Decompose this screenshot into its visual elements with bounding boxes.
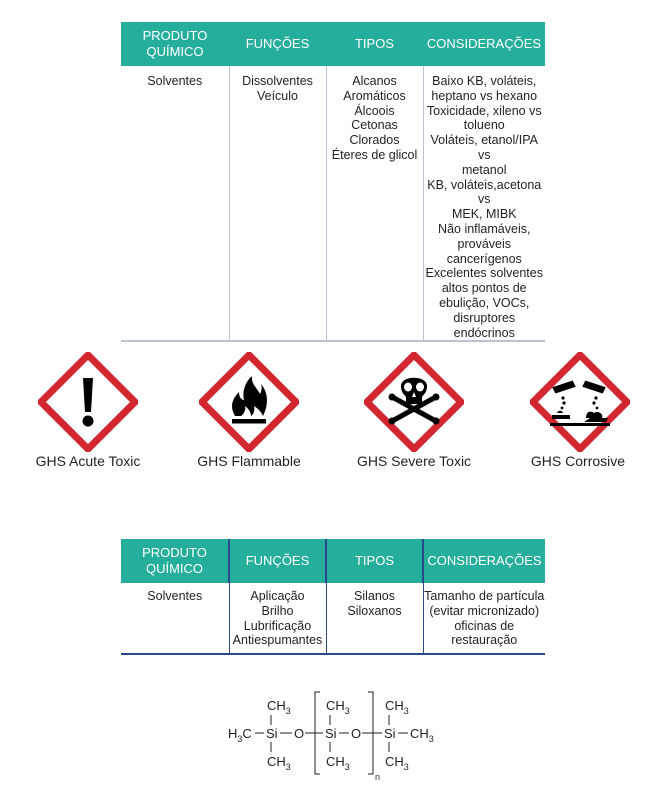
header-tipos: TIPOS (326, 539, 423, 583)
formula-si: Si (384, 726, 396, 741)
cell-line: metanol (462, 162, 507, 177)
cell-line: prováveis cancerígenos (446, 236, 522, 266)
formula-ch3: $CH_3$ (410, 726, 434, 744)
cell-line: tolueno (463, 118, 505, 133)
table-row (121, 583, 545, 654)
formula-n: n (375, 772, 381, 782)
header-produto-quimico: PRODUTO QUÍMICO (121, 22, 229, 66)
cell-line: (evitar micronizado) (429, 603, 540, 618)
cell-produto (121, 66, 229, 341)
header-tipos: TIPOS (326, 22, 423, 66)
header-consideracoes: CONSIDERAÇÕES (423, 539, 545, 583)
cell-consideracoes (423, 66, 545, 341)
caption-flammable: GHS Flammable (197, 453, 301, 469)
formula-ch3: $CH_3$ (385, 698, 409, 716)
cell-line: Dissolventes (242, 74, 313, 88)
silicones-table (121, 539, 545, 655)
formula-si: Si (325, 726, 337, 741)
cell-line: Éteres de glicol (331, 147, 418, 162)
cell-line: Solventes (147, 589, 203, 603)
cell-line: Silanos (354, 589, 395, 603)
corrosion-icon (530, 352, 630, 452)
cell-line: Solventes (147, 74, 203, 88)
formula-ch3: $CH_3$ (385, 754, 409, 772)
formula-ch3: $CH_3$ (267, 698, 291, 716)
cell-line: disruptores endócrinos (453, 310, 516, 340)
formula-o: O (351, 726, 362, 741)
caption-acute-toxic: GHS Acute Toxic (35, 453, 141, 469)
cell-produto (121, 583, 229, 654)
cell-line: MEK, MIBK (451, 207, 517, 222)
solvents-table (121, 22, 545, 342)
formula-h3c: $H_3C$ (228, 726, 252, 744)
cell-line: KB, voláteis,acetona vs (427, 177, 542, 207)
exclamation-mark-icon (38, 352, 138, 452)
cell-line: Antiespumantes (232, 633, 323, 648)
header-funcoes: FUNÇÕES (229, 22, 326, 66)
cell-line: altos pontos de (441, 281, 527, 296)
formula-ch3: $CH_3$ (267, 754, 291, 772)
cell-line: Não inflamáveis, (438, 221, 531, 236)
cell-line: Tamanho de partícula (424, 589, 545, 603)
cell-funcoes (229, 583, 326, 654)
cell-tipos (326, 66, 423, 341)
cell-line: Álcoois (354, 103, 395, 118)
cell-line: ebulição, VOCs, (439, 295, 530, 310)
cell-line: Baixo KB, voláteis, (432, 74, 537, 88)
table-header-row (121, 539, 545, 583)
cell-funcoes (229, 66, 326, 341)
header-consideracoes: CONSIDERAÇÕES (423, 22, 545, 66)
formula-ch3: $CH_3$ (326, 698, 350, 716)
caption-corrosive: GHS Corrosive (530, 453, 626, 469)
siloxane-structure-formula (220, 686, 450, 786)
cell-line: Cetonas (351, 118, 398, 133)
caption-severe-toxic: GHS Severe Toxic (356, 453, 472, 469)
cell-line: Excelentes solventes (425, 266, 543, 281)
formula-o: O (294, 726, 305, 741)
table-row (121, 66, 545, 341)
cell-line: Brilho (261, 603, 294, 618)
cell-tipos (326, 583, 423, 654)
cell-line: heptano vs hexano (431, 88, 538, 103)
table-header-row (121, 22, 545, 66)
header-produto-quimico: PRODUTO QUÍMICO (121, 539, 229, 583)
formula-ch3: $CH_3$ (326, 754, 350, 772)
cell-line: Alcanos (352, 74, 397, 88)
cell-line: Aplicação (250, 589, 305, 603)
header-funcoes: FUNÇÕES (229, 539, 326, 583)
skull-crossbones-icon (364, 352, 464, 452)
cell-line: Voláteis, etanol/IPA vs (430, 133, 538, 162)
flame-icon (199, 352, 299, 452)
cell-line: Toxicidade, xileno vs (426, 103, 542, 118)
cell-consideracoes (423, 583, 545, 654)
cell-line: Veículo (256, 88, 298, 103)
cell-line: Aromáticos (343, 88, 406, 103)
formula-si: Si (266, 726, 278, 741)
cell-line: Lubrificação (243, 618, 312, 633)
cell-line: Clorados (349, 133, 400, 148)
cell-line: oficinas de restauração (451, 618, 518, 648)
cell-line: Siloxanos (347, 603, 402, 618)
